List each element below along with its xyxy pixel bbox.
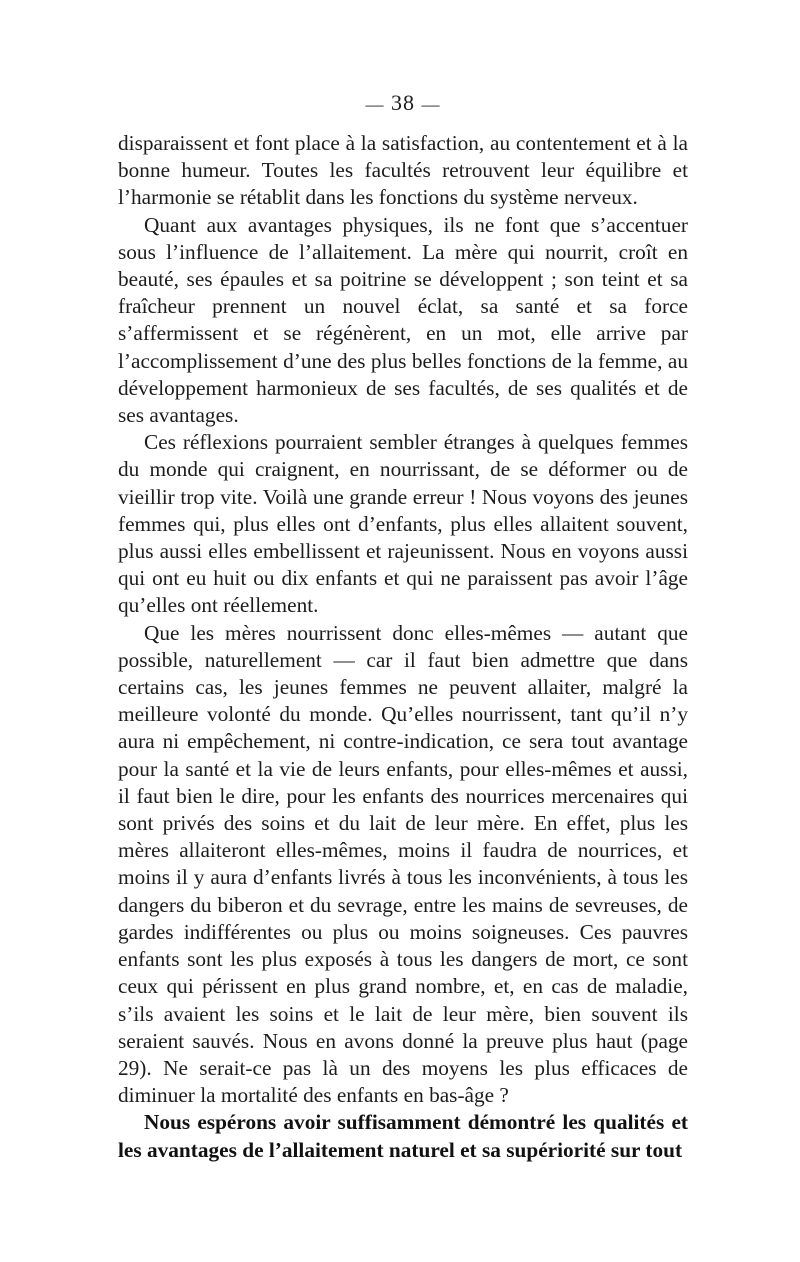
page-body [118, 130, 688, 1164]
paragraph-2: Quant aux avantages physiques, ils ne font que s’accentuer sous l’influence de l’allaitement. La mère qui nourrit, croît en beauté, ses épaules et sa poitrine se développent ; son teint et sa fraîcheur prennent un nouvel éclat, sa santé et sa force s’affermissent et se régénèrent, en un mot, elle arrive par l’accomplissement d’une des plus belles fonctions de la femme, au développement harmonieux de ses facultés, de ses qualités et de ses avantages. [118, 212, 688, 428]
paragraph-3: Ces réflexions pourraient sembler étranges à quelques femmes du monde qui craignent, en nourrissant, de se déformer ou de vieillir trop vite. Voilà une grande erreur ! Nous voyons des jeunes femmes qui, plus elles ont d’enfants, plus elles allaitent souvent, plus aussi elles embellissent et rajeunissent. Nous en voyons aussi qui ont eu huit ou dix enfants et qui ne paraissent pas avoir l’âge qu’elles ont réellement. [118, 430, 688, 618]
header-dash-right: — [421, 94, 441, 115]
paragraph-4: Que les mères nourrissent donc elles-mêmes — autant que possible, naturellement — car il faut bien admettre que dans certains cas, les jeunes femmes ne peuvent allaiter, malgré la meilleure volonté du monde. Qu’elles nourrissent, tant qu’il n’y aura ni empêchement, ni contre-indication, ce sera tout avantage pour la santé et la vie de leurs enfants, pour elles-mêmes et aussi, il faut bien le dire, pour les enfants des nourrices mercenaires qui sont privés des soins et du lait de leur mère. En effet, plus les mères allaiteront elles-mêmes, moins il faudra de nourrices, et moins il y aura d’enfants livrés à tous les inconvénients, à tous les dangers du biberon et du sevrage, entre les mains de sevreuses, de gardes indifférentes ou plus ou moins soigneuses. Ces pauvres enfants sont les plus exposés à tous les dangers de mort, ce sont ceux qui périssent en plus grand nombre, et, en cas de maladie, s’ils avaient les soins et le lait de leur mère, bien souvent ils seraient sauvés. Nous en avons donné la preuve plus haut (page 29). Ne serait-ce pas là un des moyens les plus efficaces de diminuer la mortalité des enfants en bas-âge ? [118, 620, 688, 1108]
paragraph-1: disparaissent et font place à la satisfaction, au contentement et à la bonne humeur. Toutes les facultés retrouvent leur équilibre et l’harmonie se rétablit dans les fonctions du système nerveux. [118, 131, 688, 210]
page-header [118, 0, 688, 130]
paragraph-5: Nous espérons avoir suffisamment démontré les qualités et les avantages de l’allaitement naturel et sa supériorité sur tout [118, 1110, 688, 1162]
header-dash-left: — [365, 94, 385, 115]
page-number: 38 [391, 90, 415, 115]
